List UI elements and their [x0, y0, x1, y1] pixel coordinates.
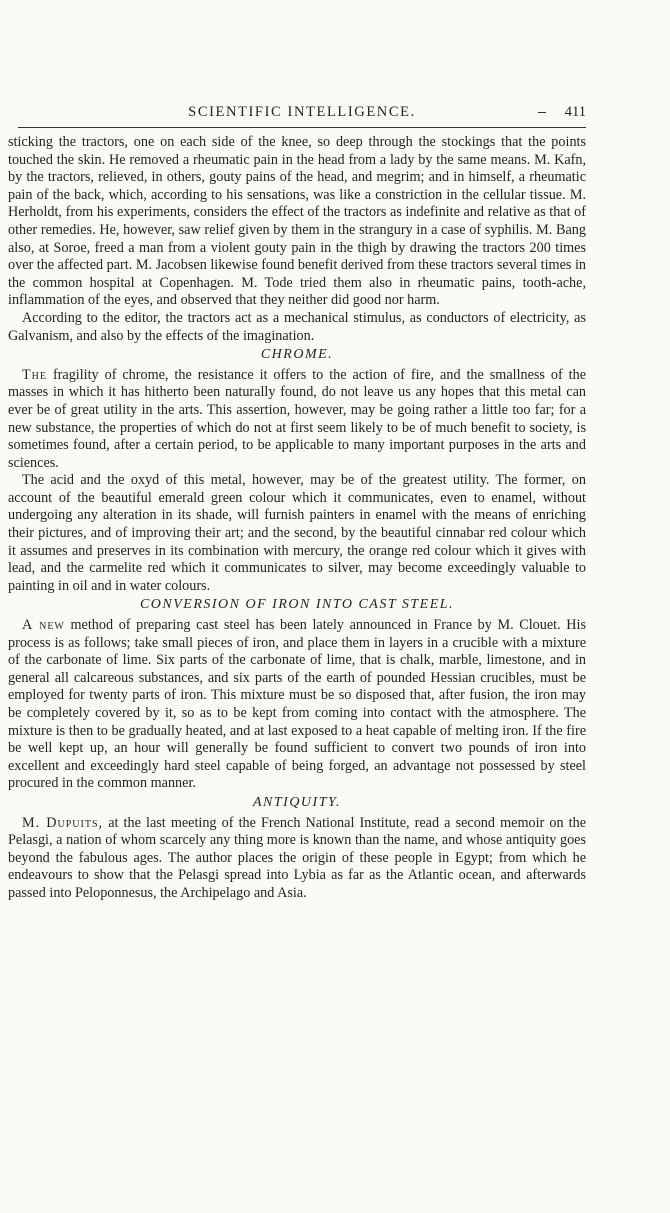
- chrome-paragraph-1: [8, 367, 586, 473]
- antiquity-section-title: ANTIQUITY.: [252, 794, 341, 810]
- running-head: SCIENTIFIC INTELLIGENCE.: [188, 104, 416, 120]
- chrome-lead-word: The: [22, 366, 47, 383]
- antiquity-paragraph-1: [8, 815, 586, 903]
- chrome-paragraph-2: The acid and the oxyd of this metal, however, may be of the greatest utility. The former, on account of the beautiful emerald green colour which it communicates, even to enamel, without undergoing any alteration in its shade, will furnish painters in enamel with the means of enriching their pictures, and of improving their art; and the second, by the beautiful cinnabar red colour which it assumes and preserves in its combination with mercury, the orange red colour which it gives with lead, and the carmelite red which it communicates to silver, may become exceedingly valuable to painting in oil and in water colours.: [8, 472, 586, 594]
- cast-steel-paragraph-1: [8, 617, 586, 793]
- chrome-section-title: CHROME.: [260, 347, 334, 363]
- header-dash-mark: [538, 112, 546, 113]
- page-body: [8, 134, 586, 903]
- cast-steel-lead-word: A new: [22, 617, 65, 634]
- tractors-paragraph-1: sticking the tractors, one on each side of the knee, so deep through the stockings that the points touched the skin. He removed a rheumatic pain in the head from a lady by the same means. M. Kafn, by the tractors, relieved, in others, gouty pains of the head, and megrim; and in himself, a rheumatic pain of the back, which, according to his sensations, was like a constriction in the cellular tissue. M. Herholdt, from his experiments, considers the effect of the tractors as indefinite and relative as that of other remedies. He, however, saw relief given by them in the strangury in a case of syphilis. M. Bang also, at Soroe, freed a man from a violent gouty pain in the thigh by drawing the tractors 200 times over the affected part. M. Jacobsen likewise found benefit derived from these tractors several times in the common hospital at Copenhagen. M. Tode tried them also in rheumatic pains, tooth-ache, inflammation of the eyes, and observed that they neither did good nor harm.: [8, 134, 586, 309]
- page-number: 411: [564, 104, 586, 120]
- antiquity-lead-word: M. Dupuits,: [22, 814, 104, 831]
- antiquity-paragraph-1-text: at the last meeting of the French National Institute, read a second memoir on the Pelasgi, a nation of whom scarcely any thing more is known than the name, and whose antiquity goes beyond the fabulous ages. The author places the origin of these people in Egypt; from which he endeavours to show that the Pelasgi spread into Lybia as far as the Atlantic ocean, and afterwards passed into Peloponnesus, the Archipelago and Asia.: [8, 814, 586, 901]
- header-rule: [18, 127, 586, 128]
- page-header: [18, 104, 586, 126]
- chrome-paragraph-1-text: fragility of chrome, the resistance it offers to the action of fire, and the smallness of the masses in which it has hitherto been naturally found, do not leave us any hopes that this metal can ever be of great utility in the arts. This assertion, however, may be going rather a little too far; for a new substance, the properties of which do not at first seem likely to be of much benefit to society, is sometimes found, after a certain period, to be applicable to many important purposes in the arts and sciences.: [8, 366, 586, 471]
- cast-steel-paragraph-1-text: method of preparing cast steel has been lately announced in France by M. Clouet. His process is as follows; take small pieces of iron, and place them in layers in a crucible with a mixture of the carbonate of lime. Six parts of the carbonate of lime, that is chalk, marble, limestone, and in general all calcareous substances, and six parts of the earth of pounded Hessian crucibles, must be employed for twenty parts of iron. This mixture must be so disposed that, after fusion, the iron may be completely covered by it, so as to be kept from coming into contact with the atmosphere. The mixture is then to be gradually heated, and at last exposed to a heat capable of melting iron. If the fire be well kept up, an hour will generally be found sufficient to convert two pounds of iron into excellent and exceedingly hard steel capable of being forged, an advantage not possessed by steel procured in the common manner.: [8, 617, 586, 792]
- cast-steel-section-title: CONVERSION OF IRON INTO CAST STEEL.: [139, 597, 455, 613]
- tractors-paragraph-2: According to the editor, the tractors act as a mechanical stimulus, as conductors of electricity, as Galvanism, and also by the effects of the imagination.: [8, 309, 586, 344]
